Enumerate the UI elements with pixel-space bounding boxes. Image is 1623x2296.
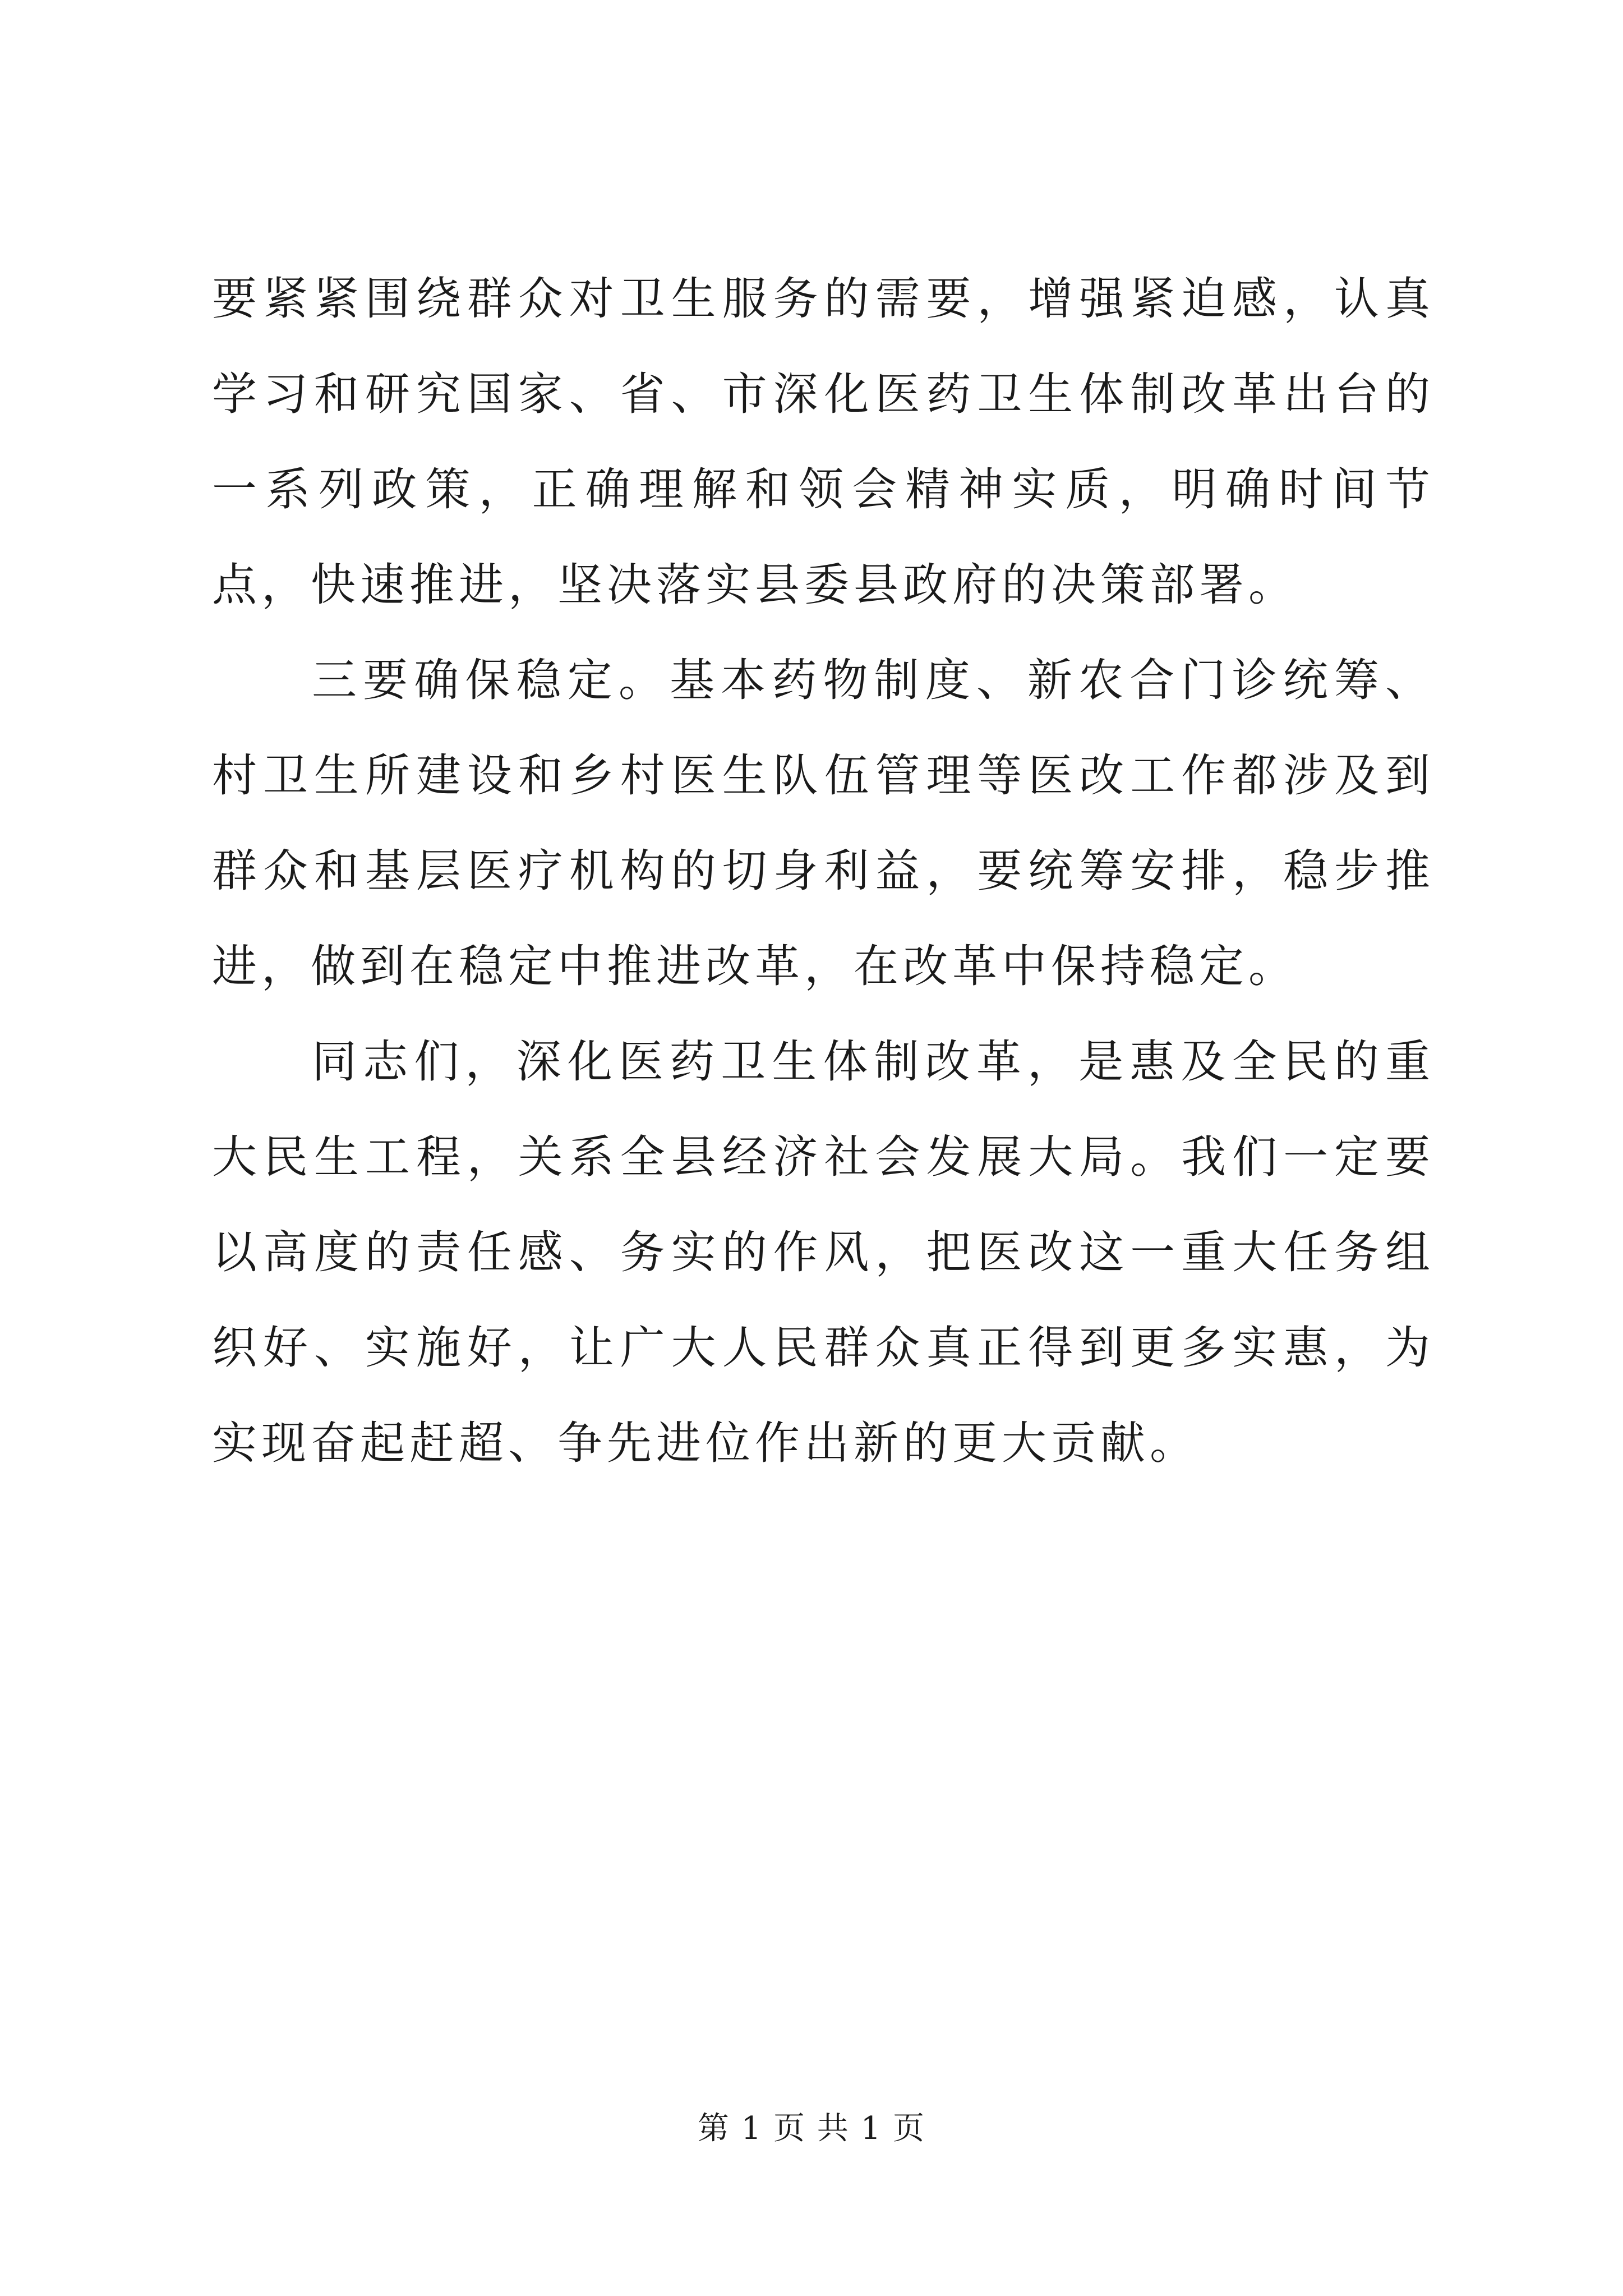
page-footer: 第 1 页 共 1 页 (697, 2110, 926, 2147)
paragraph-ensure-stability: 三要确保稳定。基本药物制度、新农合门诊统筹、村卫生所建设和乡村医生队伍管理等医改工作都涉及到群众和基层医疗机构的切身利益，要统筹安排，稳步推进，做到在稳定中推进改革，在改革中保持稳定。 (212, 654, 1435, 992)
paragraph-continuation: 要紧紧围绕群众对卫生服务的需要，增强紧迫感，认真学习和研究国家、省、市深化医药卫生体制改革出台的一系列政策，正确理解和领会精神实质，明确时间节点，快速推进，坚决落实县委县政府的决策部署。 (212, 273, 1435, 611)
paragraph-closing-remarks: 同志们，深化医药卫生体制改革，是惠及全民的重大民生工程，关系全县经济社会发展大局。我们一定要以高度的责任感、务实的作风，把医改这一重大任务组织好、实施好，让广大人民群众真正得到更多实惠，为实现奋起赶超、争先进位作出新的更大贡献。 (212, 1036, 1435, 1469)
document-body (212, 251, 1435, 1491)
